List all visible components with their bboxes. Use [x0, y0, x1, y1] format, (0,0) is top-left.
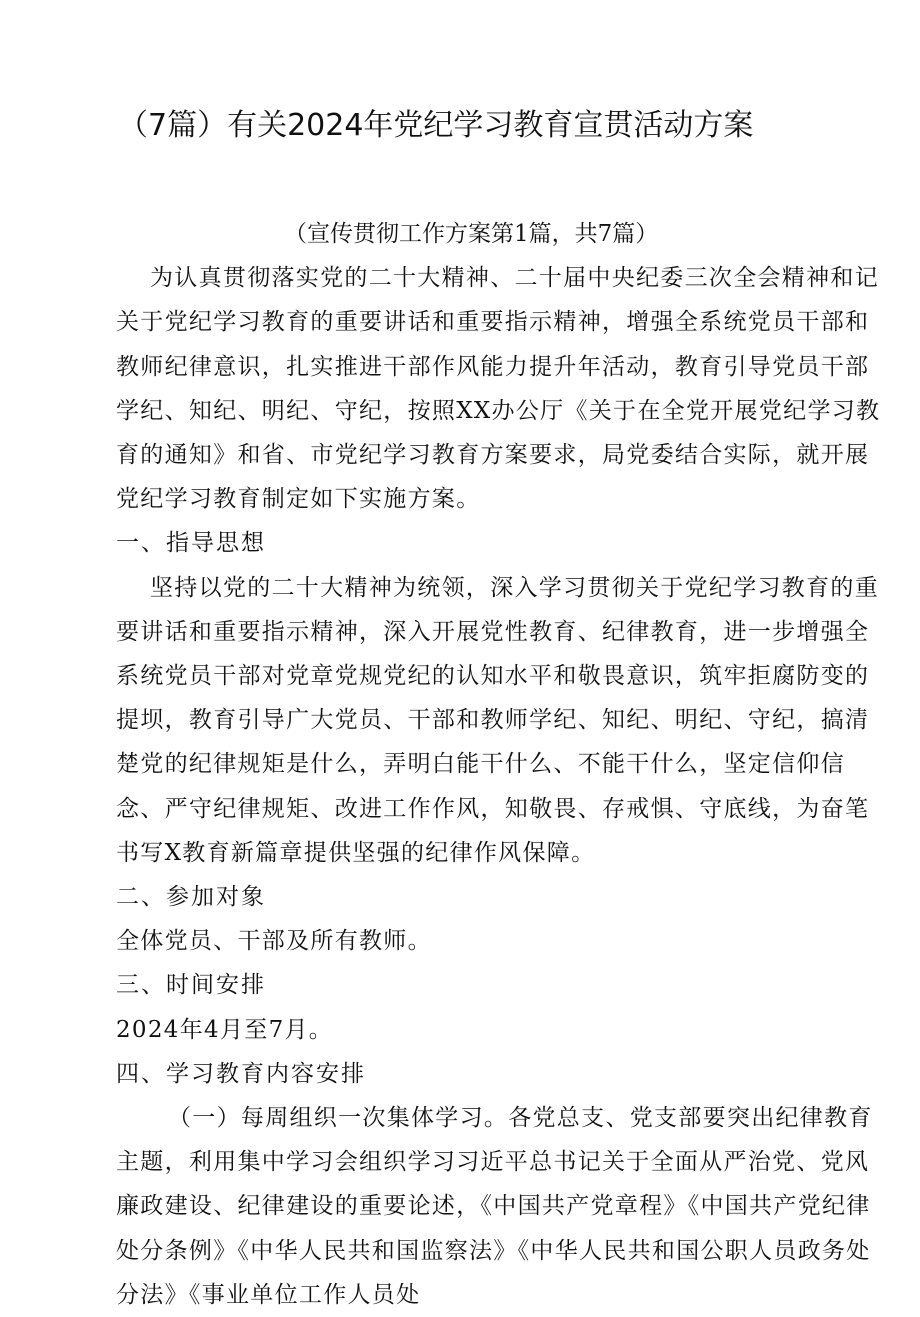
- participants-paragraph: 全体党员、干部及所有教师。: [116, 928, 432, 955]
- section-heading-guiding-ideology: 一、指导思想: [116, 530, 266, 557]
- section-heading-participants: 二、参加对象: [116, 884, 266, 911]
- weekly-study-paragraph: （一）每周组织一次集体学习。各党总支、党支部要突出纪律教育主题，利用集中学习会组织学习习近平总书记关于全面从严治党、党风廉政建设、纪律建设的重要论述，《中国共产党章程》《中国共产党纪律处分条例》《中华人民共和国监察法》《中华人民共和国公职人员政务处分法》《事业单位工作人员处: [116, 1105, 873, 1308]
- document-subtitle: （宣传贯彻工作方案第1篇，共7篇）: [284, 221, 659, 247]
- section-heading-content-arrangement: 四、学习教育内容安排: [116, 1060, 366, 1087]
- schedule-paragraph: 2024年4月至7月。: [116, 1016, 334, 1043]
- intro-paragraph: 为认真贯彻落实党的二十大精神、二十届中央纪委三次全会精神和记关于党纪学习教育的重要讲话和重要指示精神，增强全系统党员干部和教师纪律意识，扎实推进干部作风能力提升年活动，教育引导党员干部学纪、知纪、明纪、守纪，按照XX办公厅《关于在全党开展党纪学习教育的通知》和省、市党纪学习教育方案要求，局党委结合实际，就开展党纪学习教育制定如下实施方案。: [116, 265, 881, 513]
- document-body: [116, 212, 884, 1317]
- document-title: （7篇）有关2024年党纪学习教育宣贯活动方案: [118, 108, 754, 143]
- section-heading-schedule: 三、时间安排: [116, 972, 266, 999]
- guiding-ideology-paragraph: 坚持以党的二十大精神为统领，深入学习贯彻关于党纪学习教育的重要讲话和重要指示精神，深入开展党性教育、纪律教育，进一步增强全系统党员干部对党章党规党纪的认知水平和敬畏意识，筑牢拒腐防变的提坝，教育引导广大党员、干部和教师学纪、知纪、明纪、守纪，搞清楚党的纪律规矩是什么，弄明白能干什么、不能干什么，坚定信仰信念、严守纪律规矩、改进工作作风，知敬畏、存戒惧、守底线，为奋笔书写X教育新篇章提供坚强的纪律作风保障。: [116, 574, 879, 866]
